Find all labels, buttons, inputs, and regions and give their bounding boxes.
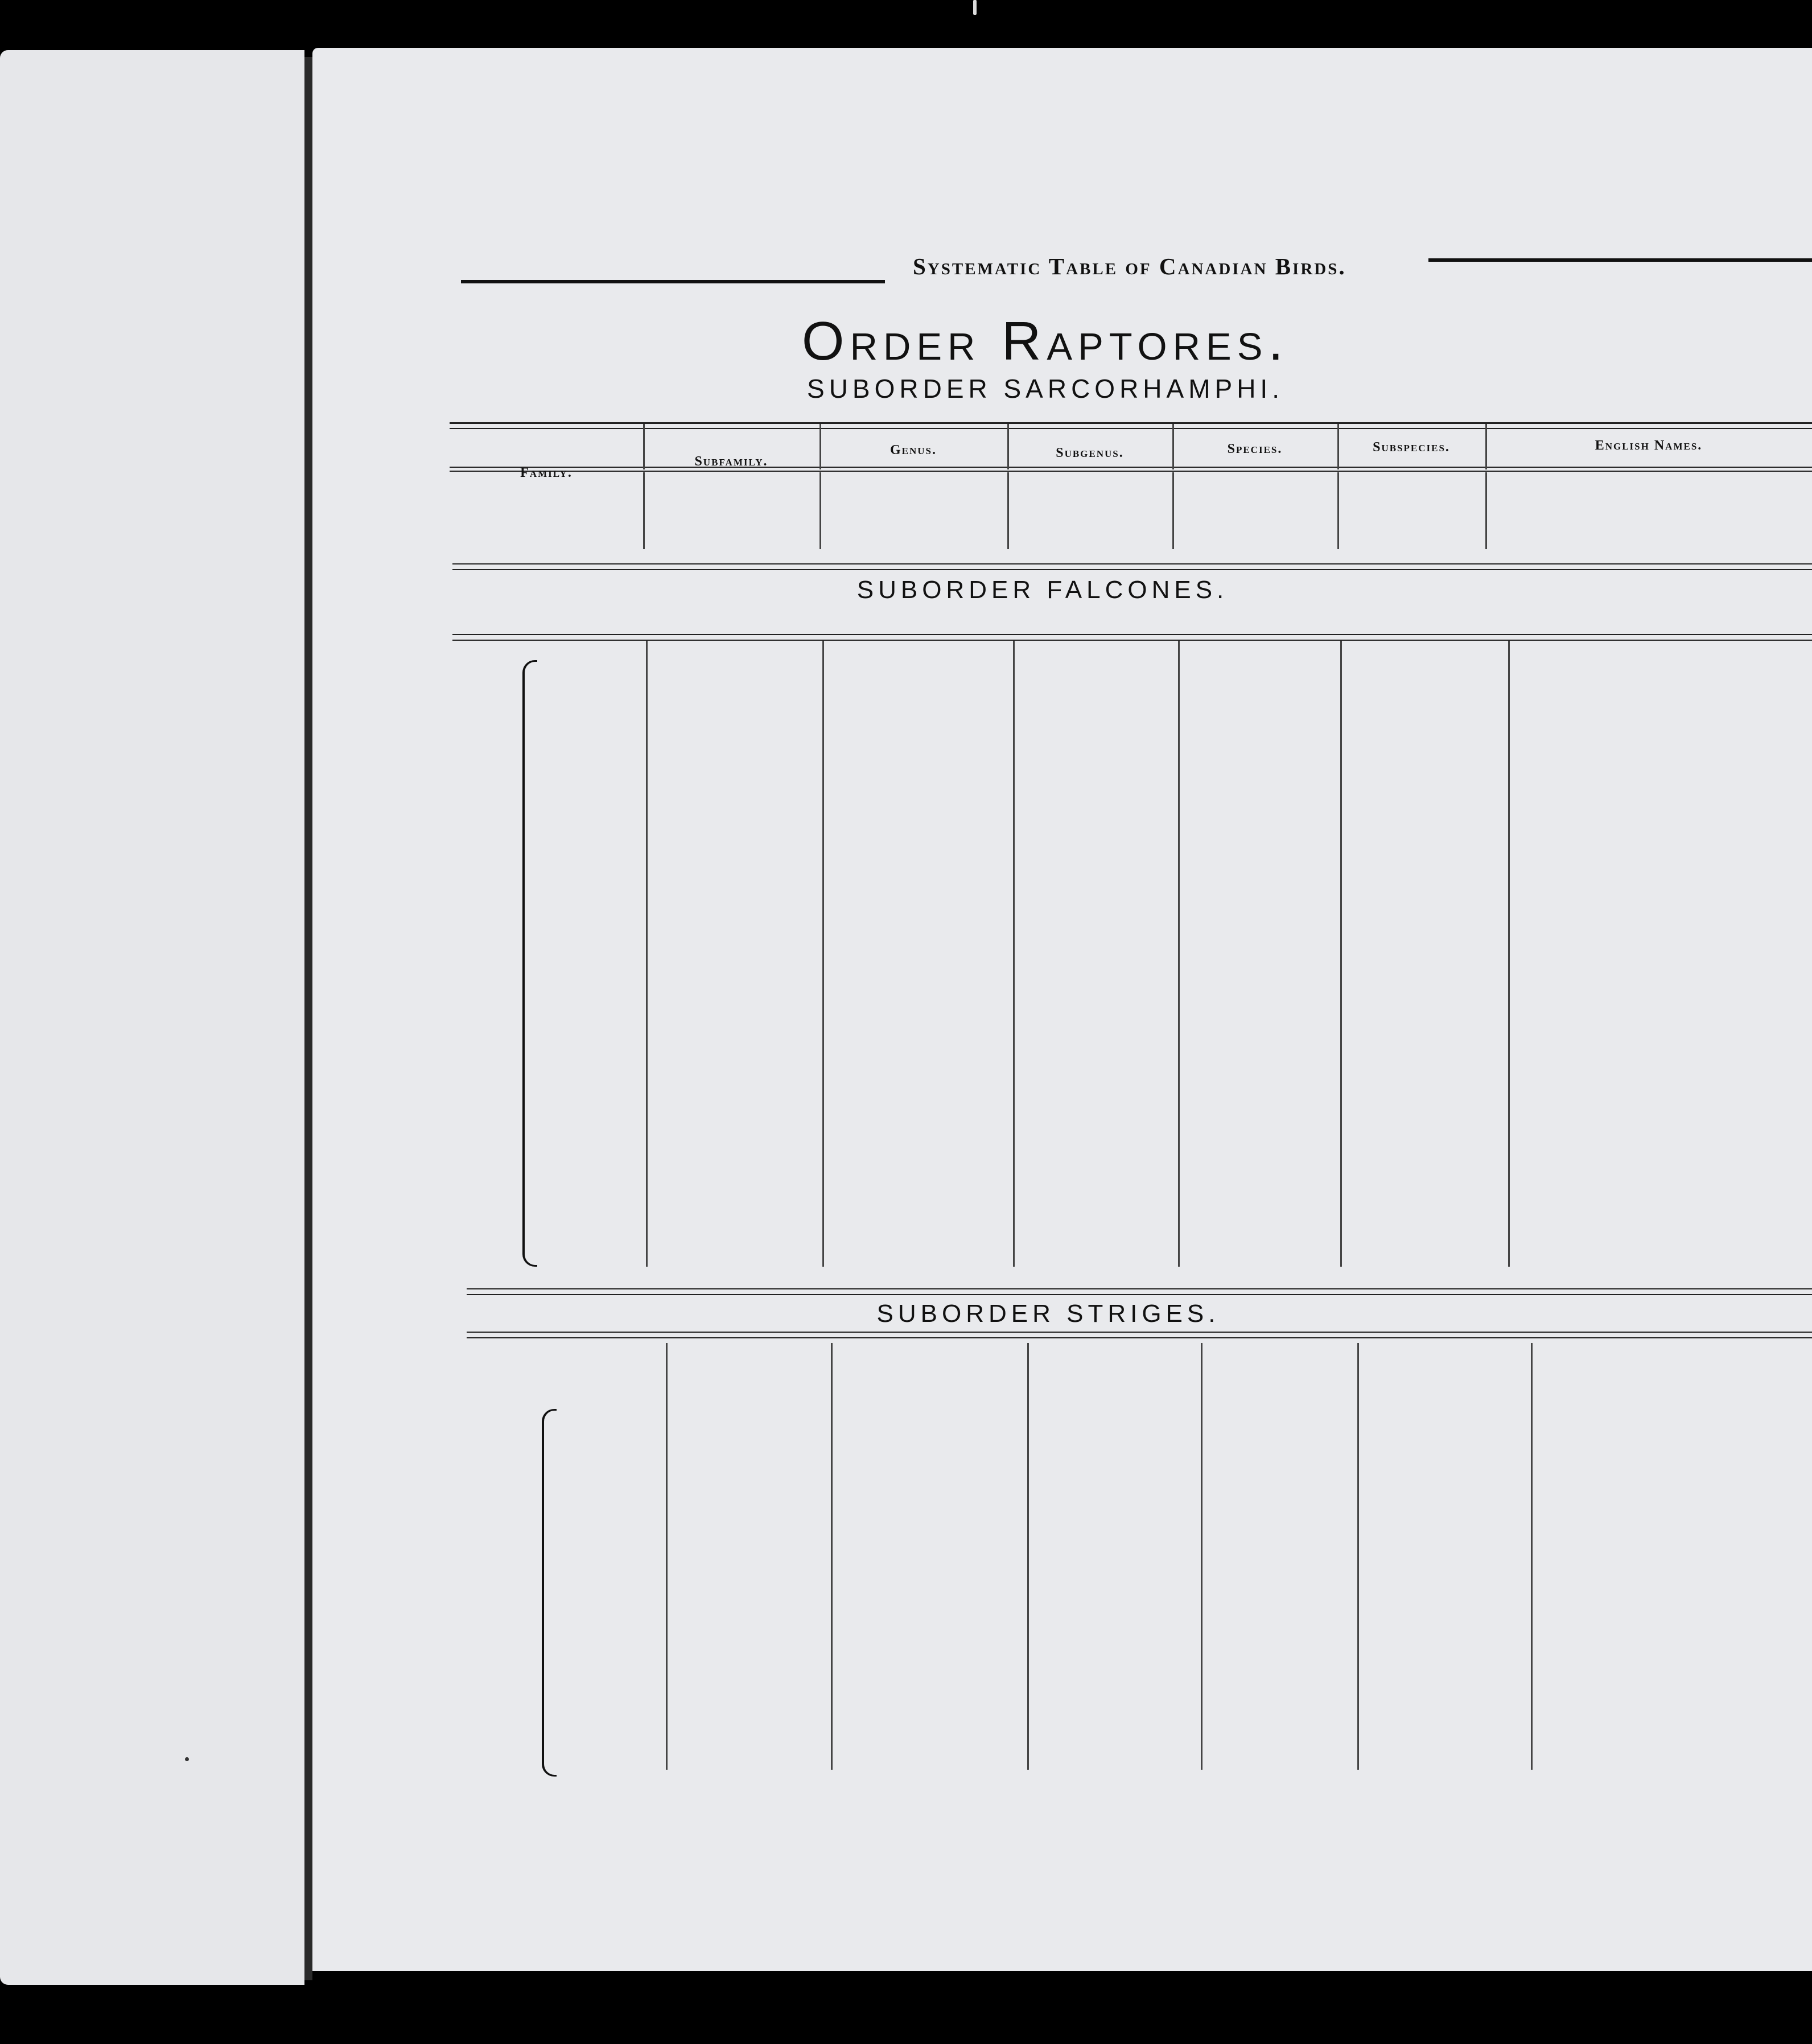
column-divider [1172,472,1174,549]
column-divider [646,641,648,1267]
sarco-bottom-rule [452,563,1812,564]
family-brace [542,1409,557,1777]
column-divider [1357,1343,1359,1770]
falcones-bottom-rule [467,1288,1812,1289]
sarco-bottom-rule-2 [452,569,1812,570]
falcones-top-rule-2 [452,640,1812,641]
column-divider [1201,1343,1202,1770]
column-divider [1340,641,1342,1267]
column-divider [1007,472,1009,549]
order-title: Order Raptores. [801,311,1290,372]
column-divider [1013,641,1015,1267]
family-brace [522,660,537,1267]
scan-mark [973,0,977,15]
column-divider [666,1343,668,1770]
suborder-sarcorhamphi: SUBORDER SARCORHAMPHI. [807,374,1284,403]
falcones-top-rule [452,634,1812,635]
column-divider [1007,424,1009,469]
column-divider [1508,641,1510,1267]
header-rule-left [461,280,885,283]
suborder-striges: SUBORDER STRIGES. [876,1300,1220,1328]
striges-top-rule [467,1332,1812,1333]
column-divider [819,424,821,469]
column-divider [831,1343,833,1770]
column-header: English Names. [1595,438,1703,453]
column-divider [819,472,821,549]
column-header: Subspecies. [1373,440,1450,455]
column-divider [1027,1343,1029,1770]
column-divider [822,641,824,1267]
column-divider [1485,424,1487,469]
column-header: Subfamily. [694,454,768,469]
column-header: Species. [1227,442,1283,456]
column-divider [643,472,645,549]
systematic-title: Systematic Table of Canadian Birds. [913,253,1346,279]
table-top-rule [450,422,1812,424]
column-divider [1178,641,1180,1267]
column-divider [1531,1343,1533,1770]
scan-speck [185,1757,189,1761]
column-divider [1337,472,1339,549]
column-header: Genus. [889,443,937,458]
col-head-bottom-rule-2 [450,471,1812,472]
falcones-bottom-rule-2 [467,1294,1812,1295]
column-header: Subgenus. [1056,446,1124,460]
suborder-falcones: SUBORDER FALCONES. [856,576,1229,604]
table-top-rule-2 [450,428,1812,429]
column-divider [1337,424,1339,469]
column-divider [1172,424,1174,469]
column-header: Family. [520,465,573,480]
striges-top-rule-2 [467,1337,1812,1338]
column-divider [643,424,645,469]
column-divider [1485,472,1487,549]
